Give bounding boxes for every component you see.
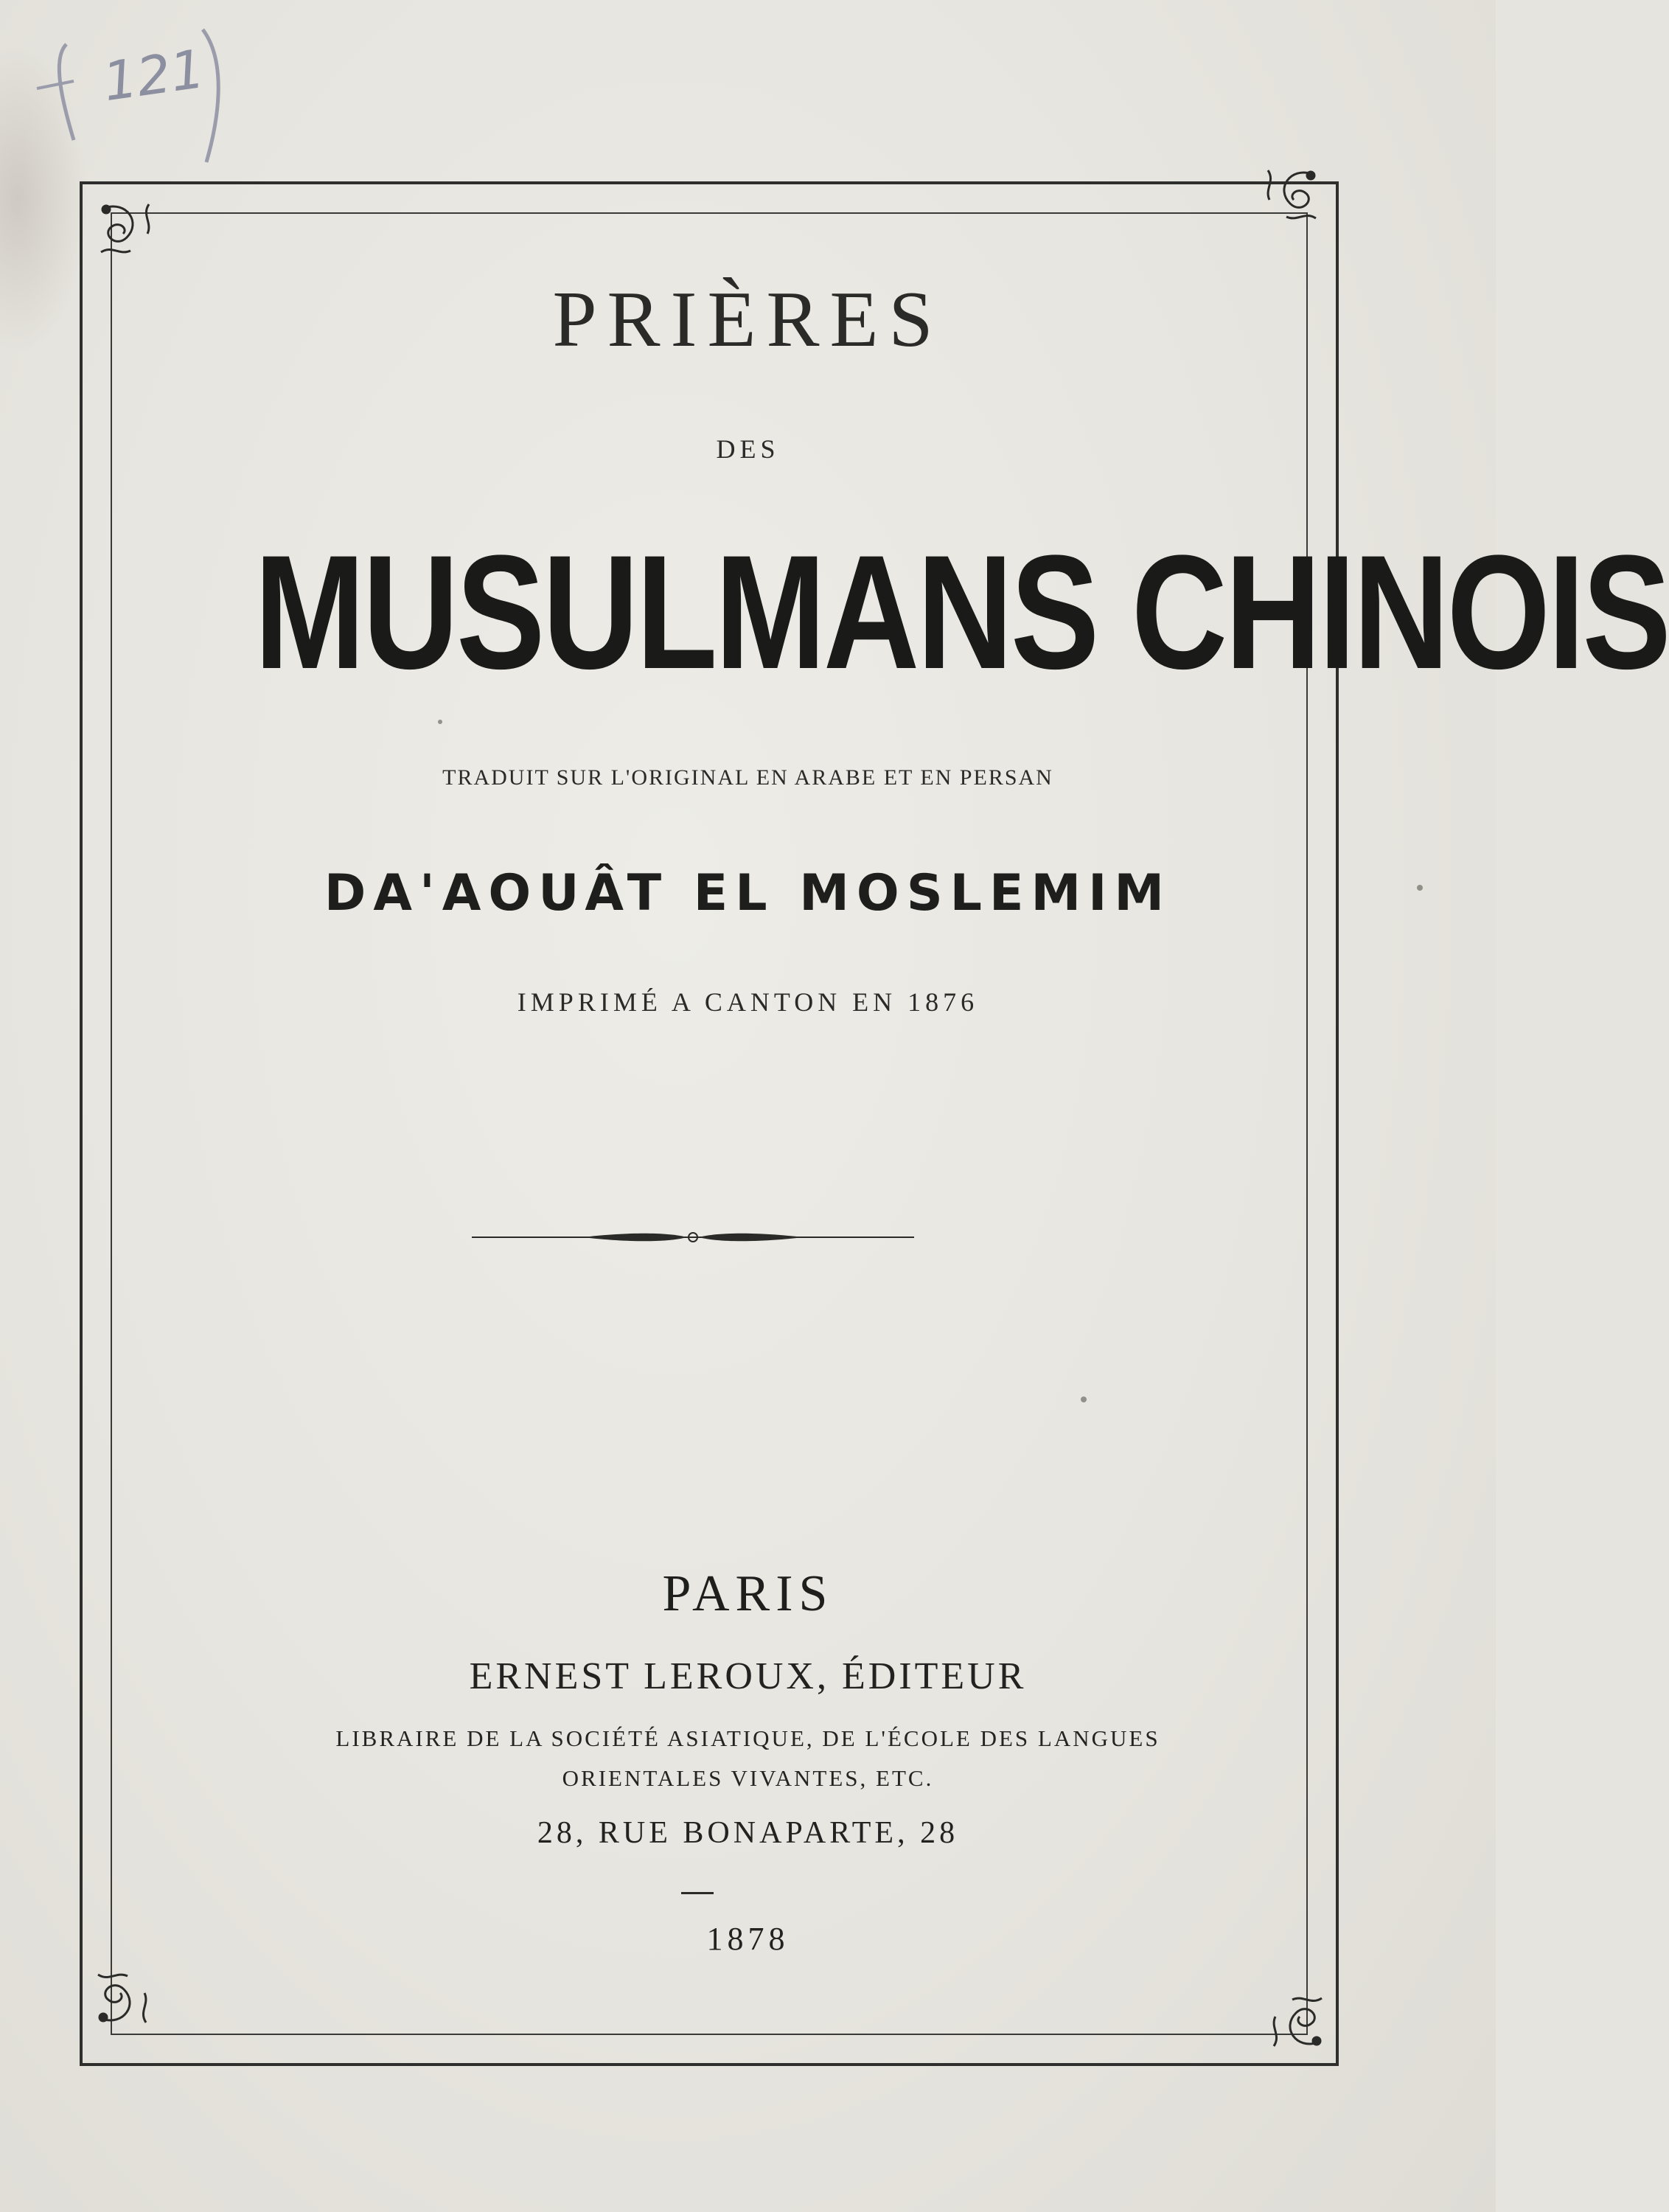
title-connector-des: DES bbox=[716, 434, 780, 464]
original-work-title: DA'AOUÂT EL MOSLEMIM bbox=[324, 864, 1172, 922]
corner-ornament-icon bbox=[1259, 1983, 1333, 2057]
subtitle-translation-note: TRADUIT SUR L'ORIGINAL EN ARABE ET EN PERSAN bbox=[442, 765, 1053, 790]
imprint-publisher: ERNEST LEROUX, ÉDITEUR bbox=[469, 1655, 1027, 1697]
inner-border-frame bbox=[111, 212, 1669, 2035]
corner-ornament-icon bbox=[87, 1960, 161, 2034]
imprint-city: PARIS bbox=[662, 1565, 834, 1622]
corner-ornament-icon bbox=[90, 193, 164, 267]
decorative-rule bbox=[472, 1228, 914, 1246]
printing-note: IMPRIMÉ A CANTON EN 1876 bbox=[517, 987, 979, 1017]
title-line-prieres: PRIÈRES bbox=[552, 276, 944, 364]
paper-speck bbox=[438, 720, 442, 724]
corner-ornament-icon bbox=[1253, 159, 1327, 233]
imprint-address: 28, RUE BONAPARTE, 28 bbox=[537, 1816, 959, 1850]
imprint-affiliation-line-2: ORIENTALES VIVANTES, ETC. bbox=[562, 1765, 934, 1791]
pencil-shelf-number: 121 bbox=[99, 37, 209, 114]
imprint-year: 1878 bbox=[706, 1921, 790, 1957]
imprint-affiliation-line-1: LIBRAIRE DE LA SOCIÉTÉ ASIATIQUE, DE L'ÉCOLE DES LANGUES bbox=[335, 1725, 1160, 1751]
paper-speck bbox=[1081, 1397, 1087, 1402]
main-title: MUSULMANS CHINOIS bbox=[254, 521, 1669, 703]
separator-dash bbox=[681, 1892, 714, 1894]
paper-speck bbox=[1417, 885, 1423, 891]
